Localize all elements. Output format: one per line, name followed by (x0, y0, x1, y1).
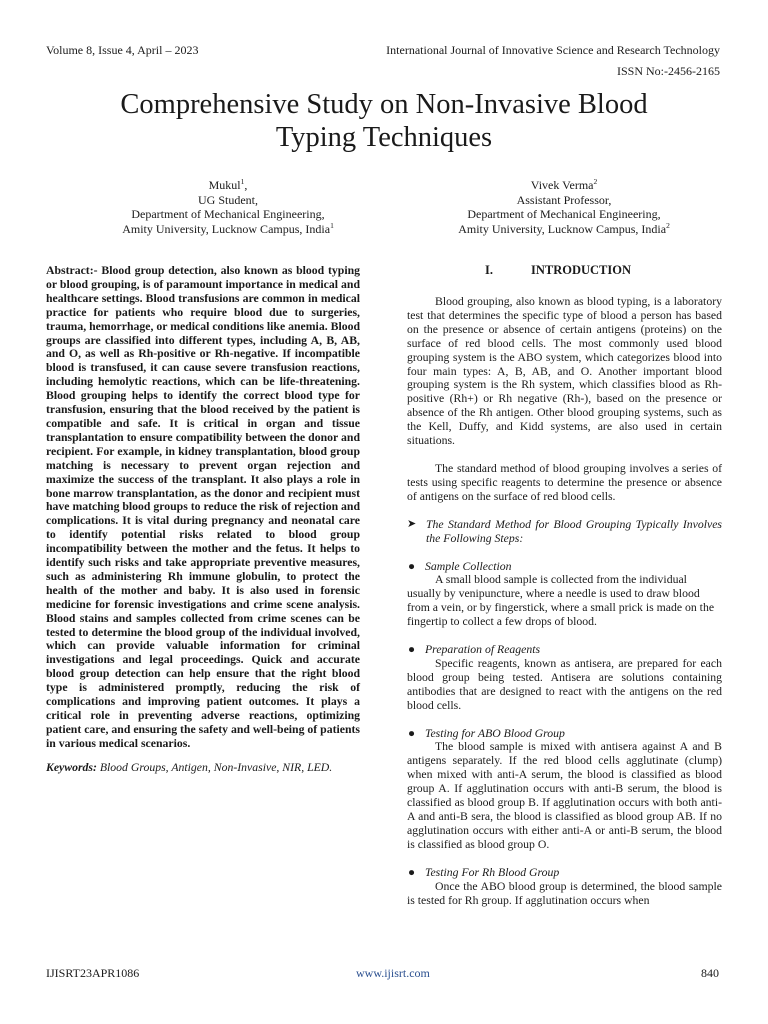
author-affiliation: Amity University, Lucknow Campus, India$^2$ (458, 220, 670, 236)
right-column (407, 264, 722, 907)
running-header-issn: ISSN No:-2456-2165 (616, 64, 720, 78)
list-item-body: A small blood sample is collected from the individual usually by venipuncture, where a needle is used to draw blood from a vein, or by fingerstick, where a small prick is made on the fingertip to collect a few drops of blood. (407, 573, 715, 629)
author-affiliation: Amity University, Lucknow Campus, India$^1$ (122, 220, 334, 236)
arrowhead-bullet-icon: ➤ (407, 517, 417, 530)
subsection-heading (407, 518, 722, 546)
list-item (407, 866, 722, 908)
list-item (407, 643, 722, 713)
author-role: Assistant Professor, (516, 192, 612, 207)
running-header-journal: International Journal of Innovative Science and Research Technology (386, 43, 720, 57)
list-item-body: Once the ABO blood group is determined, the blood sample is tested for Rh group. If agglutination occurs when (407, 879, 722, 907)
list-item (407, 727, 722, 852)
keywords (46, 761, 360, 775)
list-item-title: ● Sample Collection (408, 559, 512, 573)
section-number: I. (485, 263, 493, 277)
author-department: Department of Mechanical Engineering, (467, 207, 661, 222)
author-superscript: 2 (593, 177, 598, 186)
round-bullet-icon: ● (408, 559, 416, 573)
author-superscript: 1 (240, 177, 245, 186)
author-block-1 (46, 178, 410, 236)
list-item-body: The blood sample is mixed with antisera against A and B antigens separately. If the red blood cells agglutinate (clump) when mixed with anti-A serum, the blood is classified as blood group A. If agglutination occurs with anti-B serum, the blood is classified as blood group B. If agglutination occurs with both anti-A and anti-B sera, the blood is classified as blood group AB. If no agglutination occurs with either anti-A or anti-B serum, the blood is classified as blood group O. (407, 740, 722, 851)
footer-paper-id: IJISRT23APR1086 (46, 966, 140, 980)
list-item-body: Specific reagents, known as antisera, are prepared for each blood group being tested. Antisera are solutions containing antibodies that are designed to react with the antigens on the red blood cells. (407, 656, 722, 712)
author-name: Mukul$^1$, (208, 177, 248, 192)
author-department: Department of Mechanical Engineering, (131, 207, 325, 222)
round-bullet-icon: ● (408, 643, 416, 657)
subsection-heading-text: The Standard Method for Blood Grouping Typically Involves the Following Steps: (426, 517, 722, 545)
affiliation-superscript: 1 (330, 220, 334, 230)
section-heading-introduction (407, 264, 722, 278)
list-item-title: ● Testing for ABO Blood Group (408, 726, 565, 740)
author-block-2 (404, 178, 724, 236)
list-item (407, 560, 722, 630)
intro-paragraph-2: The standard method of blood grouping involves a series of tests using specific reagents to determine the presence or absence of antigens on the surface of red blood cells. (407, 461, 722, 503)
affiliation-superscript: 2 (666, 220, 670, 230)
author-role: UG Student, (198, 192, 258, 207)
paper-title-line-1: Comprehensive Study on Non-Invasive Blood (120, 89, 648, 120)
footer-website-link[interactable]: www.ijisrt.com (356, 966, 430, 980)
left-column (46, 264, 360, 775)
round-bullet-icon: ● (408, 726, 416, 740)
page-number: 840 (701, 966, 719, 980)
keywords-text: Blood Groups, Antigen, Non-Invasive, NIR, LED. (99, 760, 333, 774)
abstract: Abstract:- Blood group detection, also known as blood typing or blood grouping, is of paramount importance in medical and healthcare settings. Blood transfusions are common in medical practice for patients who require blood due to surgeries, trauma, hemorrhage, or medical conditions like anemia. Blood groups are classified into different types, including A, B, AB, and O, as well as Rh-positive or Rh-negative. If incompatible blood is transfused, it can cause severe transfusion reactions, including hemolytic reactions, which can be life-threatening. Blood grouping helps to identify the correct blood type for transfusion, ensuring that the blood received by the patient is compatible and safe. It is critical in organ and tissue transplantation to ensure compatibility between the donor and recipient. For example, in kidney transplantation, blood group matching is necessary to prevent organ rejection and maximize the success of the transplant. It also plays a role in bone marrow transplantation, as the donor and recipient must have matching blood groups to reduce the risk of rejection and complications. It is vital during pregnancy and neonatal care to identify potential risks related to blood group incompatibility between the mother and the fetus. It helps to identify such risks and take appropriate preventive measures, such as administering Rh immune globulin, to protect the health of the mother and baby. It is also used in forensic medicine for forensic investigations and crime scene analysis. Blood stains and samples collected from crime scenes can be tested to determine the blood group of the individual involved, which can provide valuable information for criminal investigations and legal proceedings. Quick and accurate blood group detection can help ensure that the right blood type is administered promptly, reducing the risk of complications and improving patient outcomes. It plays a critical role in preventing adverse reactions, optimizing patient care, and ensuring the safety and well-being of patients in various medical scenarios. (46, 264, 360, 750)
section-title: INTRODUCTION (531, 263, 632, 277)
paper-title (60, 88, 708, 154)
paper-title-line-2: Typing Techniques (275, 122, 493, 153)
list-item-title: ● Preparation of Reagents (408, 643, 541, 657)
author-name: Vivek Verma$^2$ (530, 177, 598, 192)
intro-paragraph-1: Blood grouping, also known as blood typing, is a laboratory test that determines the specific type of blood a person has based on the presence or absence of certain antigens (proteins) on the surface of red blood cells. The most commonly used blood grouping system is the ABO system, which categorizes blood into four main types: A, B, AB, and O. Another important blood grouping system is the Rh system, which classifies blood as Rh-positive (Rh+) or Rh negative (Rh-), based on the presence or absence of the Rh antigen. Other blood grouping systems, such as the Kell, Duffy, and Kidd systems, are also used in certain situations. (407, 295, 722, 448)
round-bullet-icon: ● (408, 865, 416, 879)
running-header-volume: Volume 8, Issue 4, April – 2023 (46, 43, 199, 57)
list-item-title: ● Testing For Rh Blood Group (408, 865, 560, 879)
keywords-label: Keywords: (46, 760, 97, 774)
